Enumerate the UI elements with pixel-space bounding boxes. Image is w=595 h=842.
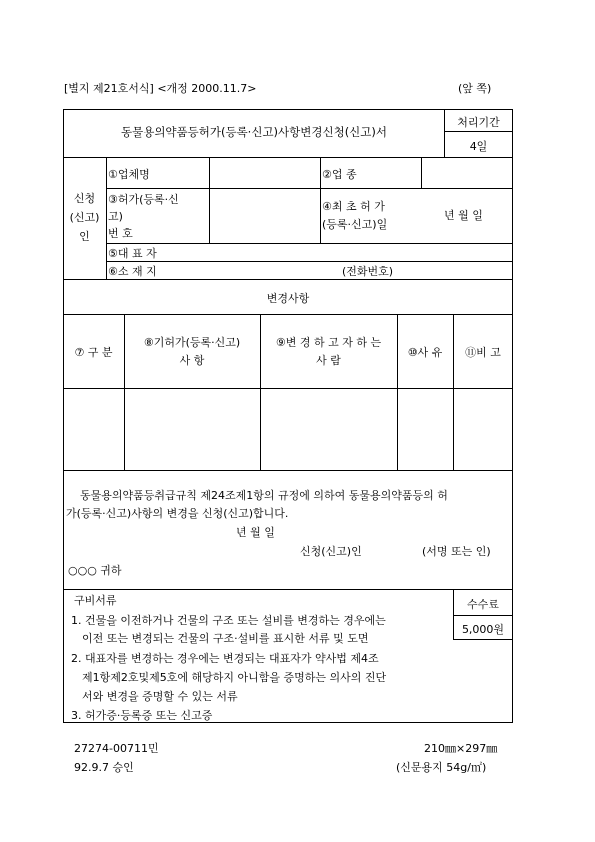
row-line [106,188,513,189]
document-item-1-cont: 이전 또는 변경되는 건물의 구조·설비를 표시한 서류 및 도면 [82,632,369,645]
processing-divider [444,131,513,132]
address-label: ⑥소 재 지 [108,265,157,278]
business-type-label: ②업 종 [322,168,357,181]
first-license-date-field: 년 월 일 [444,209,483,222]
processing-period-value: 4일 [469,140,488,153]
fee-value: 5,000원 [461,623,505,636]
form-number: [별지 제21호서식] <개정 2000.11.7> [64,82,257,95]
license-number-label: ③허가(등록·신 고) 번 호 [108,193,179,240]
fee-divider [453,615,513,616]
col-category: ⑦ 구 분 [74,346,113,359]
recipient: ○○○ 귀하 [68,564,122,577]
section-line [63,314,513,315]
section-line [63,157,513,158]
col-reason: ⑩사 유 [407,346,443,359]
statement-date: 년 월 일 [236,526,275,539]
form-code: 27274-00711민 [74,742,159,755]
col-divider [453,314,454,470]
documents-heading: 구비서류 [74,594,117,607]
business-name-label: ①업체명 [108,168,150,181]
signature-placeholder: (서명 또는 인) [422,545,491,558]
phone-label: (전화번호) [342,265,394,278]
col-new: ⑨변 경 하 고 자 하 는 사 람 [275,336,382,367]
section-line [63,279,513,280]
col-divider [320,157,321,243]
row-line [63,388,513,389]
document-item-3: 3. 허가증·등록증 또는 신고증 [71,709,213,722]
document-item-2-cont: 제1항제2호및제5호에 해당하지 아니함을 증명하는 의사의 진단 [82,671,387,684]
changes-heading: 변경사항 [266,292,310,305]
fee-bottom [453,639,513,640]
col-existing: ⑧기허가(등록·신고) 사 항 [143,336,241,367]
page-side-label: (앞 쪽) [458,82,492,95]
paper-type: (신문용지 54g/㎡) [396,761,487,774]
col-note: ⑪비 고 [465,346,501,359]
section-line [63,470,513,471]
section-line [63,589,513,590]
form-title: 동물용의약품등허가(등록·신고)사항변경신청(신고)서 [121,125,387,139]
applicant-label: 신청 (신고) 인 [69,192,100,243]
statement-line-1: 동물용의약품등취급규칙 제24조제1항의 규정에 의하여 동물용의약품등의 허 [80,489,448,502]
document-item-1: 1. 건물을 이전하거나 건물의 구조 또는 설비를 변경하는 경우에는 [71,614,386,627]
col-divider [397,314,398,470]
row-line [106,261,513,262]
statement-line-2: 가(등록·신고)사항의 변경을 신청(신고)합니다. [66,507,289,520]
fee-label: 수수료 [467,598,499,611]
col-divider [421,157,422,188]
paper-size: 210㎜×297㎜ [424,742,498,755]
representative-label: ⑤대 표 자 [108,247,157,260]
col-divider [209,157,210,243]
processing-period-label: 처리기간 [457,116,500,129]
first-license-date-label: ④최 초 허 가 (등록·신고)일 [322,200,388,231]
document-item-2: 2. 대표자를 변경하는 경우에는 변경되는 대표자가 약사법 제4조 [71,652,379,665]
document-item-2-cont: 서와 변경을 증명할 수 있는 서류 [82,690,238,703]
approval-date: 92.9.7 승인 [74,761,134,774]
row-line [106,243,513,244]
applicant-signature-label: 신청(신고)인 [300,545,362,558]
